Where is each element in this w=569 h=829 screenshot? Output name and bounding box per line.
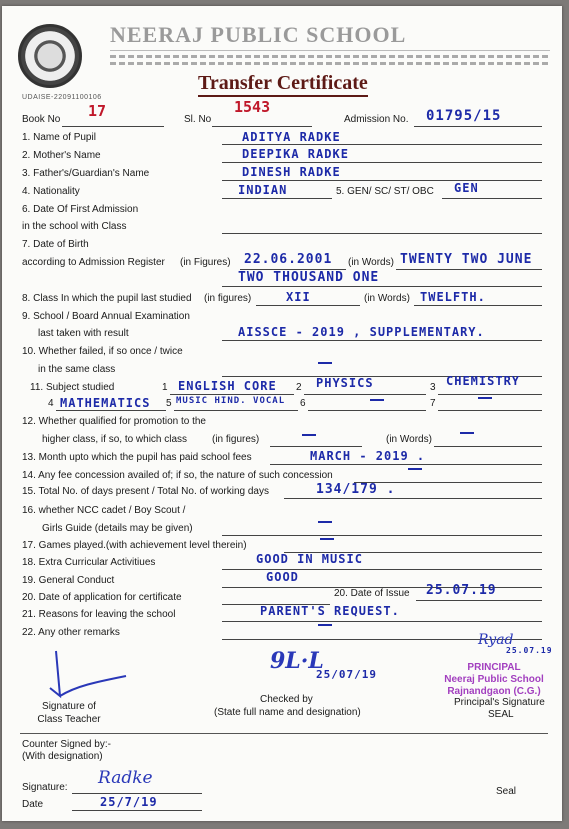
subject-7-no: 7 <box>430 398 436 409</box>
field-5-label: 5. GEN/ SC/ ST/ OBC <box>336 186 434 197</box>
class-teacher-signature-icon <box>46 646 136 701</box>
principal-date: 25.07.19 <box>506 646 553 655</box>
seal-label: SEAL <box>488 709 514 720</box>
field-4-value: INDIAN <box>238 183 288 197</box>
field-22-label: 22. Any other remarks <box>22 627 120 638</box>
field-7-words-value: TWENTY TWO JUNE <box>400 252 533 267</box>
field-3-value: DINESH RADKE <box>242 165 341 179</box>
principal-signature-icon: Ryad <box>478 632 514 648</box>
field-17-dash <box>320 538 334 540</box>
sl-no-label: Sl. No <box>184 114 212 125</box>
subject-5-no: 5 <box>166 398 172 409</box>
subject-6-dash <box>370 399 384 401</box>
counter-seal-label: Seal <box>496 786 517 797</box>
principal-signature-label: Principal's Signature <box>454 697 545 708</box>
field-8-label: 8. Class In which the pupil last studied <box>22 293 192 304</box>
counter-label: Counter Signed by:- <box>22 739 111 750</box>
book-no-label: Book No <box>22 114 61 125</box>
transfer-certificate <box>2 6 562 821</box>
field-6-label: 6. Date Of First Admission <box>22 204 139 215</box>
school-address-lines <box>110 50 550 69</box>
field-18-value: GOOD IN MUSIC <box>256 552 363 566</box>
field-1-value: ADITYA RADKE <box>242 130 341 144</box>
field-10-label: 10. Whether failed, if so once / twice <box>22 346 183 357</box>
admission-no-label: Admission No. <box>344 114 409 125</box>
checked-date: 25/07/19 <box>316 668 377 681</box>
field-12-fig-dash <box>302 434 316 436</box>
field-7-label: 7. Date of Birth <box>22 239 89 250</box>
field-22-dash <box>318 624 332 626</box>
field-7-words-label: (in Words) <box>348 257 394 268</box>
school-logo-icon <box>18 24 82 88</box>
field-17-label: 17. Games played.(with achievement level therein) <box>22 540 247 551</box>
subject-2: PHYSICS <box>316 376 374 390</box>
field-1-label: 1. Name of Pupil <box>22 132 96 143</box>
field-9-label-2: last taken with result <box>38 328 129 339</box>
stamp-line-3: Rajnandgaon (C.G.) <box>447 686 541 697</box>
page-title: Transfer Certificate <box>198 72 368 97</box>
counter-date-label: Date <box>22 799 44 810</box>
field-12-label-2: higher class, if so, to which class <box>42 434 188 445</box>
field-20-label: 20. Date of application for certificate <box>22 592 182 603</box>
field-16-label: 16. whether NCC cadet / Boy Scout / <box>22 505 186 516</box>
school-name: NEERAJ PUBLIC SCHOOL <box>110 22 407 47</box>
counter-signature-label: Signature: <box>22 782 68 793</box>
subject-1-no: 1 <box>162 382 168 393</box>
checked-by-sub: (State full name and designation) <box>214 707 361 718</box>
sl-no-value: 1543 <box>234 98 271 116</box>
subject-6-no: 6 <box>300 398 306 409</box>
subject-4-no: 4 <box>48 398 54 409</box>
field-10-dash <box>318 362 332 364</box>
field-12-words-dash <box>460 432 474 434</box>
field-13-label: 13. Month upto which the pupil has paid school fees <box>22 452 252 463</box>
field-6-label-2: in the school with Class <box>22 221 127 232</box>
field-9-label: 9. School / Board Annual Examination <box>22 311 190 322</box>
subject-2-no: 2 <box>296 382 302 393</box>
field-19-label: 19. General Conduct <box>22 575 115 586</box>
field-9-value: AISSCE - 2019 , SUPPLEMENTARY. <box>238 325 485 339</box>
field-2-label: 2. Mother's Name <box>22 150 101 161</box>
principal-stamp <box>434 662 554 698</box>
field-12-words-label: (in Words) <box>386 434 432 445</box>
field-20b-label: 20. Date of Issue <box>334 588 410 599</box>
field-5-value: GEN <box>454 181 479 195</box>
field-7-words-value-2: TWO THOUSAND ONE <box>238 270 380 285</box>
stamp-line-2: Neeraj Public School <box>444 674 544 685</box>
counter-label-2: (With designation) <box>22 751 103 762</box>
field-15-value: 134/179 . <box>316 482 396 497</box>
field-4-label: 4. Nationality <box>22 186 80 197</box>
field-14-label: 14. Any fee concession availed of; if so, the nature of such concession <box>22 470 333 481</box>
field-12-fig-label: (in figures) <box>212 434 260 445</box>
subject-3-no: 3 <box>430 382 436 393</box>
field-20b-value: 25.07.19 <box>426 583 497 598</box>
field-19-value: GOOD <box>266 570 299 584</box>
book-no-value: 17 <box>88 102 107 120</box>
field-8-fig-value: XII <box>286 290 311 304</box>
field-16-dash <box>318 521 332 523</box>
field-7-label-2: according to Admission Register <box>22 257 165 268</box>
counter-signature-value: Radke <box>98 768 153 788</box>
class-teacher-label: Signature of Class Teacher <box>37 701 101 725</box>
field-21-label: 21. Reasons for leaving the school <box>22 609 176 620</box>
field-10-label-2: in the same class <box>38 364 116 375</box>
field-12-label: 12. Whether qualified for promotion to the <box>22 416 206 427</box>
field-14-dash <box>408 468 422 470</box>
field-7-fig-value: 22.06.2001 <box>244 252 333 267</box>
subject-7-dash <box>478 397 492 399</box>
field-21-value: PARENT'S REQUEST. <box>260 604 400 618</box>
stamp-line-1: PRINCIPAL <box>467 662 521 673</box>
udise-code: UDAISE-22091100106 <box>22 94 102 101</box>
field-3-label: 3. Father's/Guardian's Name <box>22 168 150 179</box>
checked-by-label: Checked by <box>260 694 313 705</box>
field-11-label: 11. Subject studied <box>30 382 115 393</box>
field-7-fig-label: (in Figures) <box>180 257 231 268</box>
field-18-label: 18. Extra Curricular Activitiues <box>22 557 156 568</box>
subject-5: MUSIC HIND. VOCAL <box>176 396 286 406</box>
admission-no-value: 01795/15 <box>426 108 502 124</box>
field-8-words-value: TWELFTH. <box>420 290 486 304</box>
field-2-value: DEEPIKA RADKE <box>242 147 349 161</box>
field-8-words-label: (in Words) <box>364 293 410 304</box>
field-8-fig-label: (in figures) <box>204 293 252 304</box>
subject-1: ENGLISH CORE <box>178 379 277 393</box>
checked-signature-icon: 9L·L <box>270 648 324 674</box>
field-16-label-2: Girls Guide (details may be given) <box>42 523 193 534</box>
subject-3: CHEMISTRY <box>446 374 521 388</box>
field-15-label: 15. Total No. of days present / Total No. of working days <box>22 486 269 497</box>
field-13-value: MARCH - 2019 . <box>310 449 426 463</box>
subject-4: MATHEMATICS <box>60 396 151 410</box>
counter-date-value: 25/7/19 <box>100 795 158 809</box>
